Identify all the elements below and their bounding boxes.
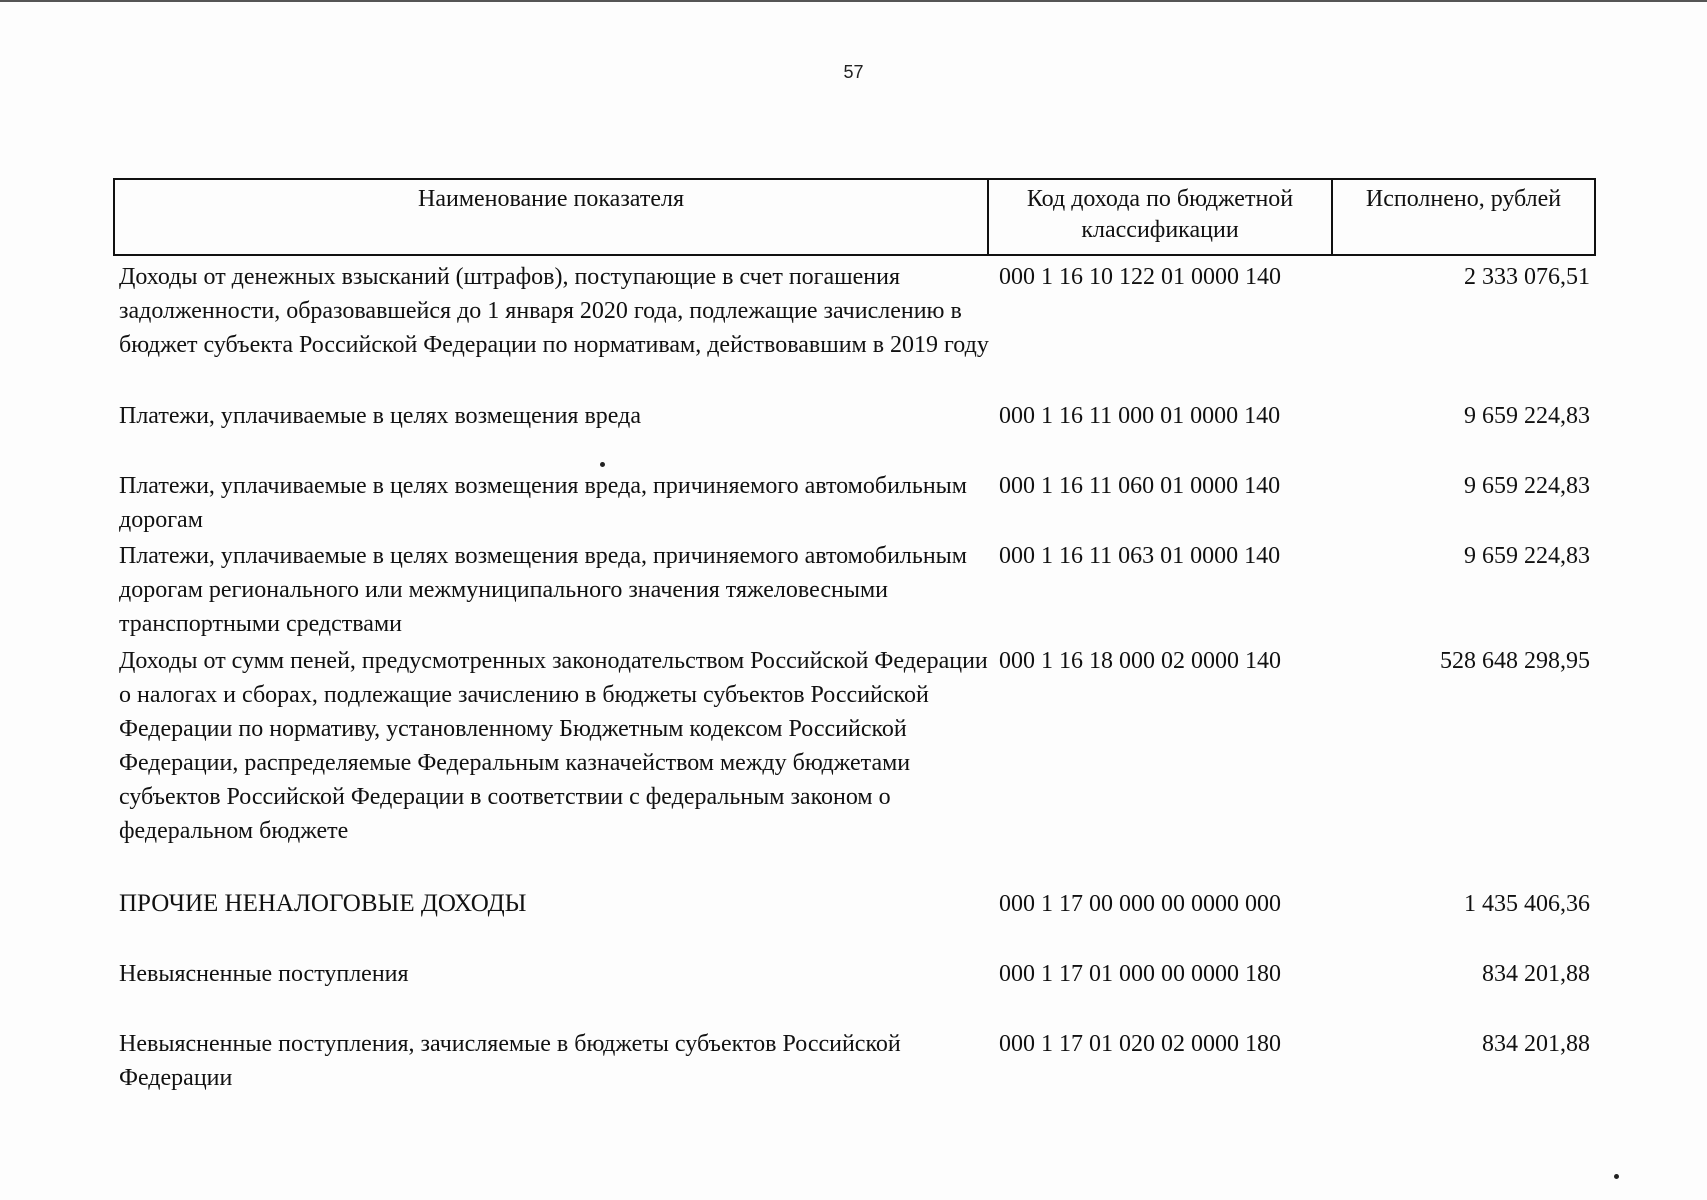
row-code: 000 1 16 11 060 01 0000 140: [999, 473, 1281, 499]
row-code: 000 1 17 01 000 00 0000 180: [999, 961, 1281, 987]
row-name: Платежи, уплачиваемые в целях возмещения вреда, причиняемого автомобильным дорогам регионального или межмуниципального значения тяжеловесными транспортными средствами: [119, 543, 967, 637]
row-amount: 834 201,88: [1482, 961, 1590, 987]
row-code: 000 1 16 11 063 01 0000 140: [999, 543, 1281, 569]
row-code: 000 1 17 01 020 02 0000 180: [999, 1031, 1281, 1057]
scan-speck: [600, 462, 605, 467]
row-code: 000 1 16 11 000 01 0000 140: [999, 403, 1281, 429]
row-code: 000 1 16 10 122 01 0000 140: [999, 264, 1281, 290]
header-code-column: Код дохода по бюджетной классификации: [989, 180, 1333, 254]
row-code: 000 1 17 00 000 00 0000 000: [999, 891, 1281, 917]
row-amount: 1 435 406,36: [1464, 891, 1590, 917]
header-amount-column: Исполнено, рублей: [1365, 186, 1562, 212]
row-amount: 528 648 298,95: [1440, 648, 1590, 674]
row-amount: 9 659 224,83: [1464, 543, 1590, 569]
row-amount: 834 201,88: [1482, 1031, 1590, 1057]
top-border: [0, 0, 1707, 2]
page-number: 57: [843, 62, 864, 82]
row-name: Невыясненные поступления: [119, 961, 409, 987]
row-name: Доходы от сумм пеней, предусмотренных законодательством Российской Федерации о налогах и сборах, подлежащие зачислению в бюджеты субъектов Российской Федерации по нормативу, установленному Бюджетным кодексом Российской Федерации, распределяемые Федеральным казначейством между бюджетами субъектов Российской Федерации в соответствии с федеральным законом о федеральном бюджете: [119, 648, 988, 844]
header-name-column: Наименование показателя: [115, 180, 989, 254]
row-amount: 9 659 224,83: [1464, 403, 1590, 429]
row-name: Невыясненные поступления, зачисляемые в бюджеты субъектов Российской Федерации: [119, 1031, 901, 1091]
row-name: ПРОЧИЕ НЕНАЛОГОВЫЕ ДОХОДЫ: [119, 890, 527, 917]
row-name: Платежи, уплачиваемые в целях возмещения вреда: [119, 403, 641, 429]
scan-speck: [1614, 1174, 1619, 1179]
row-amount: 9 659 224,83: [1464, 473, 1590, 499]
row-amount: 2 333 076,51: [1464, 264, 1590, 290]
row-name: Доходы от денежных взысканий (штрафов), поступающие в счет погашения задолженности, образовавшейся до 1 января 2020 года, подлежащие зачислению в бюджет субъекта Российской Федерации по нормативам, действовавшим в 2019 году: [119, 264, 989, 358]
row-name: Платежи, уплачиваемые в целях возмещения вреда, причиняемого автомобильным дорогам: [119, 473, 967, 533]
row-code: 000 1 16 18 000 02 0000 140: [999, 648, 1281, 674]
table-header: [113, 178, 1596, 256]
